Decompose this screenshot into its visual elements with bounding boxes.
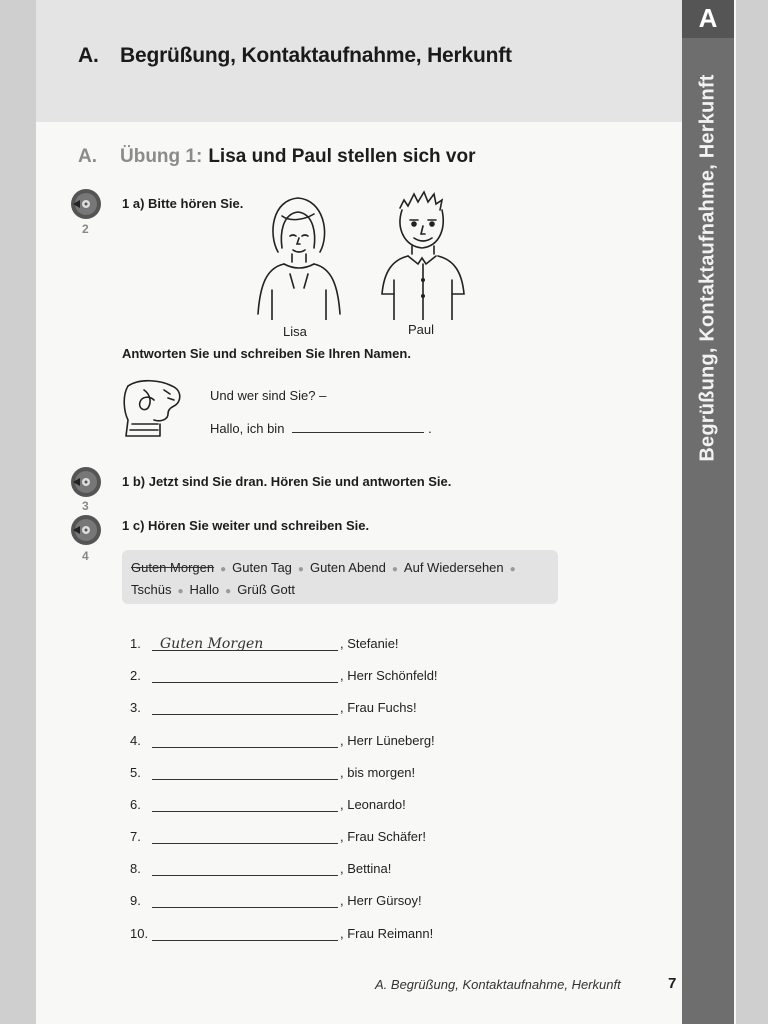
item-text: , Frau Fuchs! [340,700,417,715]
item-number: 10. [130,926,149,941]
instruction-write-name: Antworten Sie und schreiben Sie Ihren Namen. [122,346,411,361]
side-tab-text: Begrüßung, Kontaktaufnahme, Herkunft [696,74,719,462]
answer-blank[interactable] [152,907,338,908]
task-1a: 1 a) Bitte hören Sie. [122,196,244,211]
side-tab-letter: A [682,0,734,38]
word-box-line-2 [131,582,295,597]
bullet-separator: ● [297,564,304,575]
dialog-question: Und wer sind Sie? – [210,388,327,403]
answer-blank[interactable] [152,747,338,748]
chapter-title-text: Begrüßung, Kontaktaufnahme, Herkunft [120,44,512,67]
exercise-title-text: Lisa und Paul stellen sich vor [208,146,476,167]
answer-blank[interactable] [152,714,338,715]
item-number: 3. [130,700,141,715]
bullet-separator: ● [509,564,516,575]
word-option: Auf Wiedersehen [403,560,504,575]
exercise-title [78,146,475,168]
dialog-answer [210,421,432,436]
track-number: 3 [82,499,89,513]
answer-blank[interactable] [152,875,338,876]
dialog-answer-end: . [428,421,432,436]
item-number: 5. [130,765,141,780]
audio-cd-icon [70,514,102,546]
word-box-line-1 [131,560,522,575]
bullet-separator: ● [225,586,232,597]
page-number: 7 [668,975,677,992]
item-text: , Frau Reimann! [340,926,434,941]
page-footer: A. Begrüßung, Kontaktaufnahme, Herkunft [375,977,621,992]
audio-cd-icon [70,188,102,220]
item-number: 4. [130,733,141,748]
answer-blank[interactable] [152,682,338,683]
name-blank[interactable] [292,422,424,433]
handwritten-answer: Guten Morgen [160,636,264,652]
item-number: 6. [130,797,141,812]
word-option: Guten Abend [309,560,386,575]
track-number: 2 [82,222,89,236]
word-option: Tschüs [131,582,172,597]
chapter-title [78,44,512,68]
paul-illustration [374,184,472,320]
item-text: , Herr Gürsoy! [340,893,422,908]
item-number: 8. [130,861,141,876]
dialog-answer-start: Hallo, ich bin [210,421,285,436]
bullet-separator: ● [391,564,398,575]
word-option: Guten Morgen [131,560,215,575]
figure-label-lisa: Lisa [283,324,307,339]
answer-blank[interactable] [152,650,338,651]
exercise-number: Übung 1: [120,146,203,167]
item-text: , Leonardo! [340,797,406,812]
item-text: , bis morgen! [340,765,416,780]
figure-label-paul: Paul [408,322,435,337]
item-text: , Stefanie! [340,636,399,651]
exercise-prefix: A. [78,146,97,167]
answer-blank[interactable] [152,811,338,812]
word-option: Grüß Gott [237,582,295,597]
answer-blank[interactable] [152,779,338,780]
item-number: 7. [130,829,141,844]
chapter-prefix: A. [78,44,99,67]
word-option: Guten Tag [232,560,292,575]
item-text: , Herr Schönfeld! [340,668,438,683]
lisa-illustration [252,194,344,320]
item-text: , Frau Schäfer! [340,829,426,844]
track-number: 4 [82,549,89,563]
item-number: 1. [130,636,141,651]
bullet-separator: ● [220,564,227,575]
audio-cd-icon [70,466,102,498]
word-option: Hallo [189,582,220,597]
item-number: 9. [130,893,141,908]
answer-blank[interactable] [152,843,338,844]
answer-blank[interactable] [152,940,338,941]
bullet-separator: ● [177,586,184,597]
task-1b: 1 b) Jetzt sind Sie dran. Hören Sie und antworten Sie. [122,474,452,489]
pointing-hand-icon [120,376,186,440]
item-text: , Bettina! [340,861,392,876]
task-1c: 1 c) Hören Sie weiter und schreiben Sie. [122,518,370,533]
item-number: 2. [130,668,141,683]
item-text: , Herr Lüneberg! [340,733,435,748]
